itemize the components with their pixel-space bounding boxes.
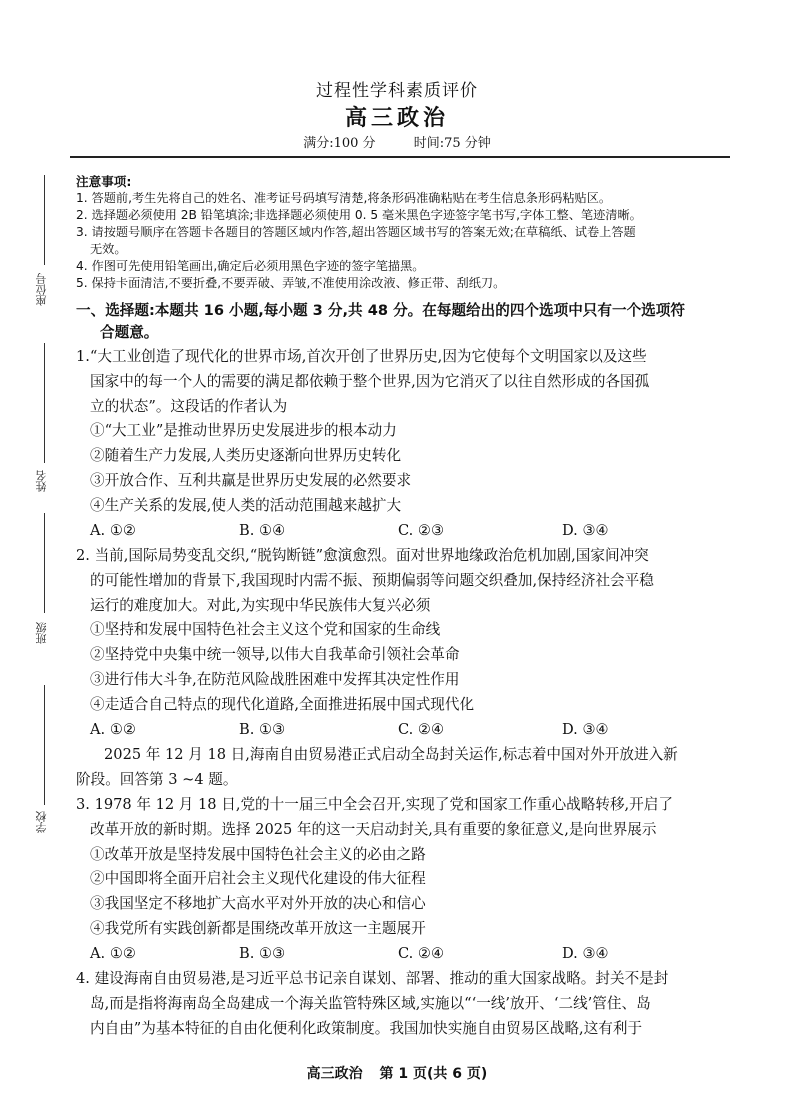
footer-subject: 高三政治 [306, 1066, 363, 1082]
choice-a[interactable]: A. ①② [90, 720, 136, 738]
question-1 [76, 345, 736, 543]
choice-d[interactable]: D. ③④ [562, 521, 609, 539]
question-stem: 内自由”为基本特征的自由化便利化政策制度。我国加快实施自由贸易区战略,这有利于 [90, 1019, 643, 1037]
answer-choices [76, 942, 736, 967]
statement-option: ③开放合作、互利共赢是世界历史发展的必然要求 [90, 471, 412, 489]
statement-option: ④生产关系的发展,使人类的活动范围越来越扩大 [90, 496, 402, 514]
statement-option: ②中国即将全面开启社会主义现代化建设的伟大征程 [90, 870, 426, 888]
question-3 [76, 793, 736, 967]
question-stem: 的可能性增加的背景下,我国现时内需不振、预期偏弱等问题交织叠加,保持经济社会平稳 [90, 571, 654, 589]
binding-label-name: 姓名 [35, 470, 48, 492]
full-score: 满分:100 分 [303, 136, 376, 151]
choice-b[interactable]: B. ①③ [239, 720, 286, 738]
statement-option: ③我国坚定不移地扩大高水平对外开放的决心和信心 [90, 895, 426, 913]
choice-b[interactable]: B. ①③ [239, 944, 286, 962]
statement-option: ①“大工业”是推动世界历史发展进步的根本动力 [90, 422, 397, 440]
binding-label-school: 学校 [35, 811, 48, 833]
question-stem: 4. 建设海南自由贸易港,是习近平总书记亲自谋划、部署、推动的重大国家战略。封关不是封 [76, 970, 669, 987]
material-line: 2025 年 12 月 18 日,海南自由贸易港正式启动全岛封关运作,标志着中国对外开放进入新 [104, 746, 678, 763]
answer-choices [76, 519, 736, 544]
exam-time: 时间:75 分钟 [413, 136, 491, 151]
statement-option: ①坚持和发展中国特色社会主义这个党和国家的生命线 [90, 621, 441, 639]
section-heading [76, 300, 726, 344]
question-stem: 2. 当前,国际局势变乱交织,“脱钩断链”愈演愈烈。面对世界地缘政治危机加剧,国家间冲突 [76, 547, 649, 564]
statement-option: ②坚持党中央集中统一领导,以伟大自我革命引领社会革命 [90, 646, 460, 664]
header-divider [70, 156, 730, 158]
notice-item: 5. 保持卡面清洁,不要折叠,不要弄破、弄皱,不准使用涂改液、修正带、刮纸刀。 [76, 276, 506, 290]
question-stem: 岛,而是指将海南岛全岛建成一个海关监管特殊区域,实施以“‘一线’放开、‘二线’管住、岛 [90, 994, 651, 1012]
statement-option: ②随着生产力发展,人类历史逐渐向世界历史转化 [90, 447, 402, 465]
question-stem: 国家中的每一个人的需要的满足都依赖于整个世界,因为它消灭了以往自然形成的各国孤 [90, 372, 650, 390]
notice-block [76, 173, 736, 292]
answer-choices [76, 718, 736, 743]
question-stem: 改革开放的新时期。选择 2025 年的这一天启动封关,具有重要的象征意义,是向世界展示 [90, 820, 657, 838]
question-stem: 立的状态”。这段话的作者认为 [90, 397, 288, 415]
notice-item: 2. 选择题必须使用 2B 铅笔填涂;非选择题必须使用 0. 5 毫米黑色字迹签字笔书写,字体工整、笔迹清晰。 [76, 208, 642, 222]
choice-d[interactable]: D. ③④ [562, 720, 609, 738]
choice-c[interactable]: C. ②③ [398, 521, 445, 539]
exam-subject: 高三政治 [344, 105, 449, 131]
statement-option: ④我党所有实践创新都是围绕改革开放这一主题展开 [90, 919, 426, 937]
notice-item: 3. 请按题号顺序在答题卡各题目的答题区域内作答,超出答题区域书写的答案无效;在草稿纸、试卷上答题 [76, 225, 636, 239]
choice-d[interactable]: D. ③④ [562, 944, 609, 962]
binding-line [44, 513, 45, 613]
notice-item: 无效。 [90, 242, 127, 256]
exam-meta [0, 132, 794, 151]
question-stem: 1.“大工业创造了现代化的世界市场,首次开创了世界历史,因为它使每个文明国家以及这些 [76, 348, 647, 365]
question-stem: 3. 1978 年 12 月 18 日,党的十一届三中全会召开,实现了党和国家工作重心战略转移,开启了 [76, 796, 673, 813]
binding-line [44, 685, 45, 805]
choice-c[interactable]: C. ②④ [398, 720, 445, 738]
section-heading-line: 一、选择题:本题共 16 小题,每小题 3 分,共 48 分。在每题给出的四个选项中只有一个选项符 [76, 302, 685, 319]
statement-option: ①改革开放是坚持发展中国特色社会主义的必由之路 [90, 845, 426, 863]
choice-a[interactable]: A. ①② [90, 521, 136, 539]
question-stem: 运行的难度加大。对此,为实现中华民族伟大复兴必须 [90, 596, 431, 614]
statement-option: ④走适合自己特点的现代化道路,全面推进拓展中国式现代化 [90, 695, 475, 713]
binding-margin [26, 165, 56, 885]
binding-label-class: 班级 [35, 622, 48, 644]
page-number: 第 1 页(共 6 页) [379, 1066, 488, 1082]
notice-item: 4. 作图可先使用铅笔画出,确定后必须用黑色字迹的签字笔描黑。 [76, 259, 425, 273]
question-2 [76, 544, 736, 742]
choice-a[interactable]: A. ①② [90, 944, 136, 962]
page-footer [0, 1063, 794, 1083]
notice-item: 1. 答题前,考生先将自己的姓名、准考证号码填写清楚,将条形码准确粘贴在考生信息条形码粘贴区。 [76, 191, 612, 205]
choice-b[interactable]: B. ①④ [239, 521, 286, 539]
exam-title: 过程性学科素质评价 [316, 81, 478, 101]
binding-label-seat: 座位号 [35, 273, 48, 306]
question-4 [76, 967, 736, 1041]
choice-c[interactable]: C. ②④ [398, 944, 445, 962]
material-line: 阶段。回答第 3 ~4 题。 [76, 770, 238, 788]
material-paragraph [76, 743, 736, 793]
binding-line [44, 343, 45, 463]
notice-title: 注意事项: [76, 174, 132, 189]
binding-line [44, 175, 45, 265]
section-heading-line: 合题意。 [100, 324, 159, 341]
statement-option: ③进行伟大斗争,在防范风险战胜困难中发挥其决定性作用 [90, 670, 460, 688]
